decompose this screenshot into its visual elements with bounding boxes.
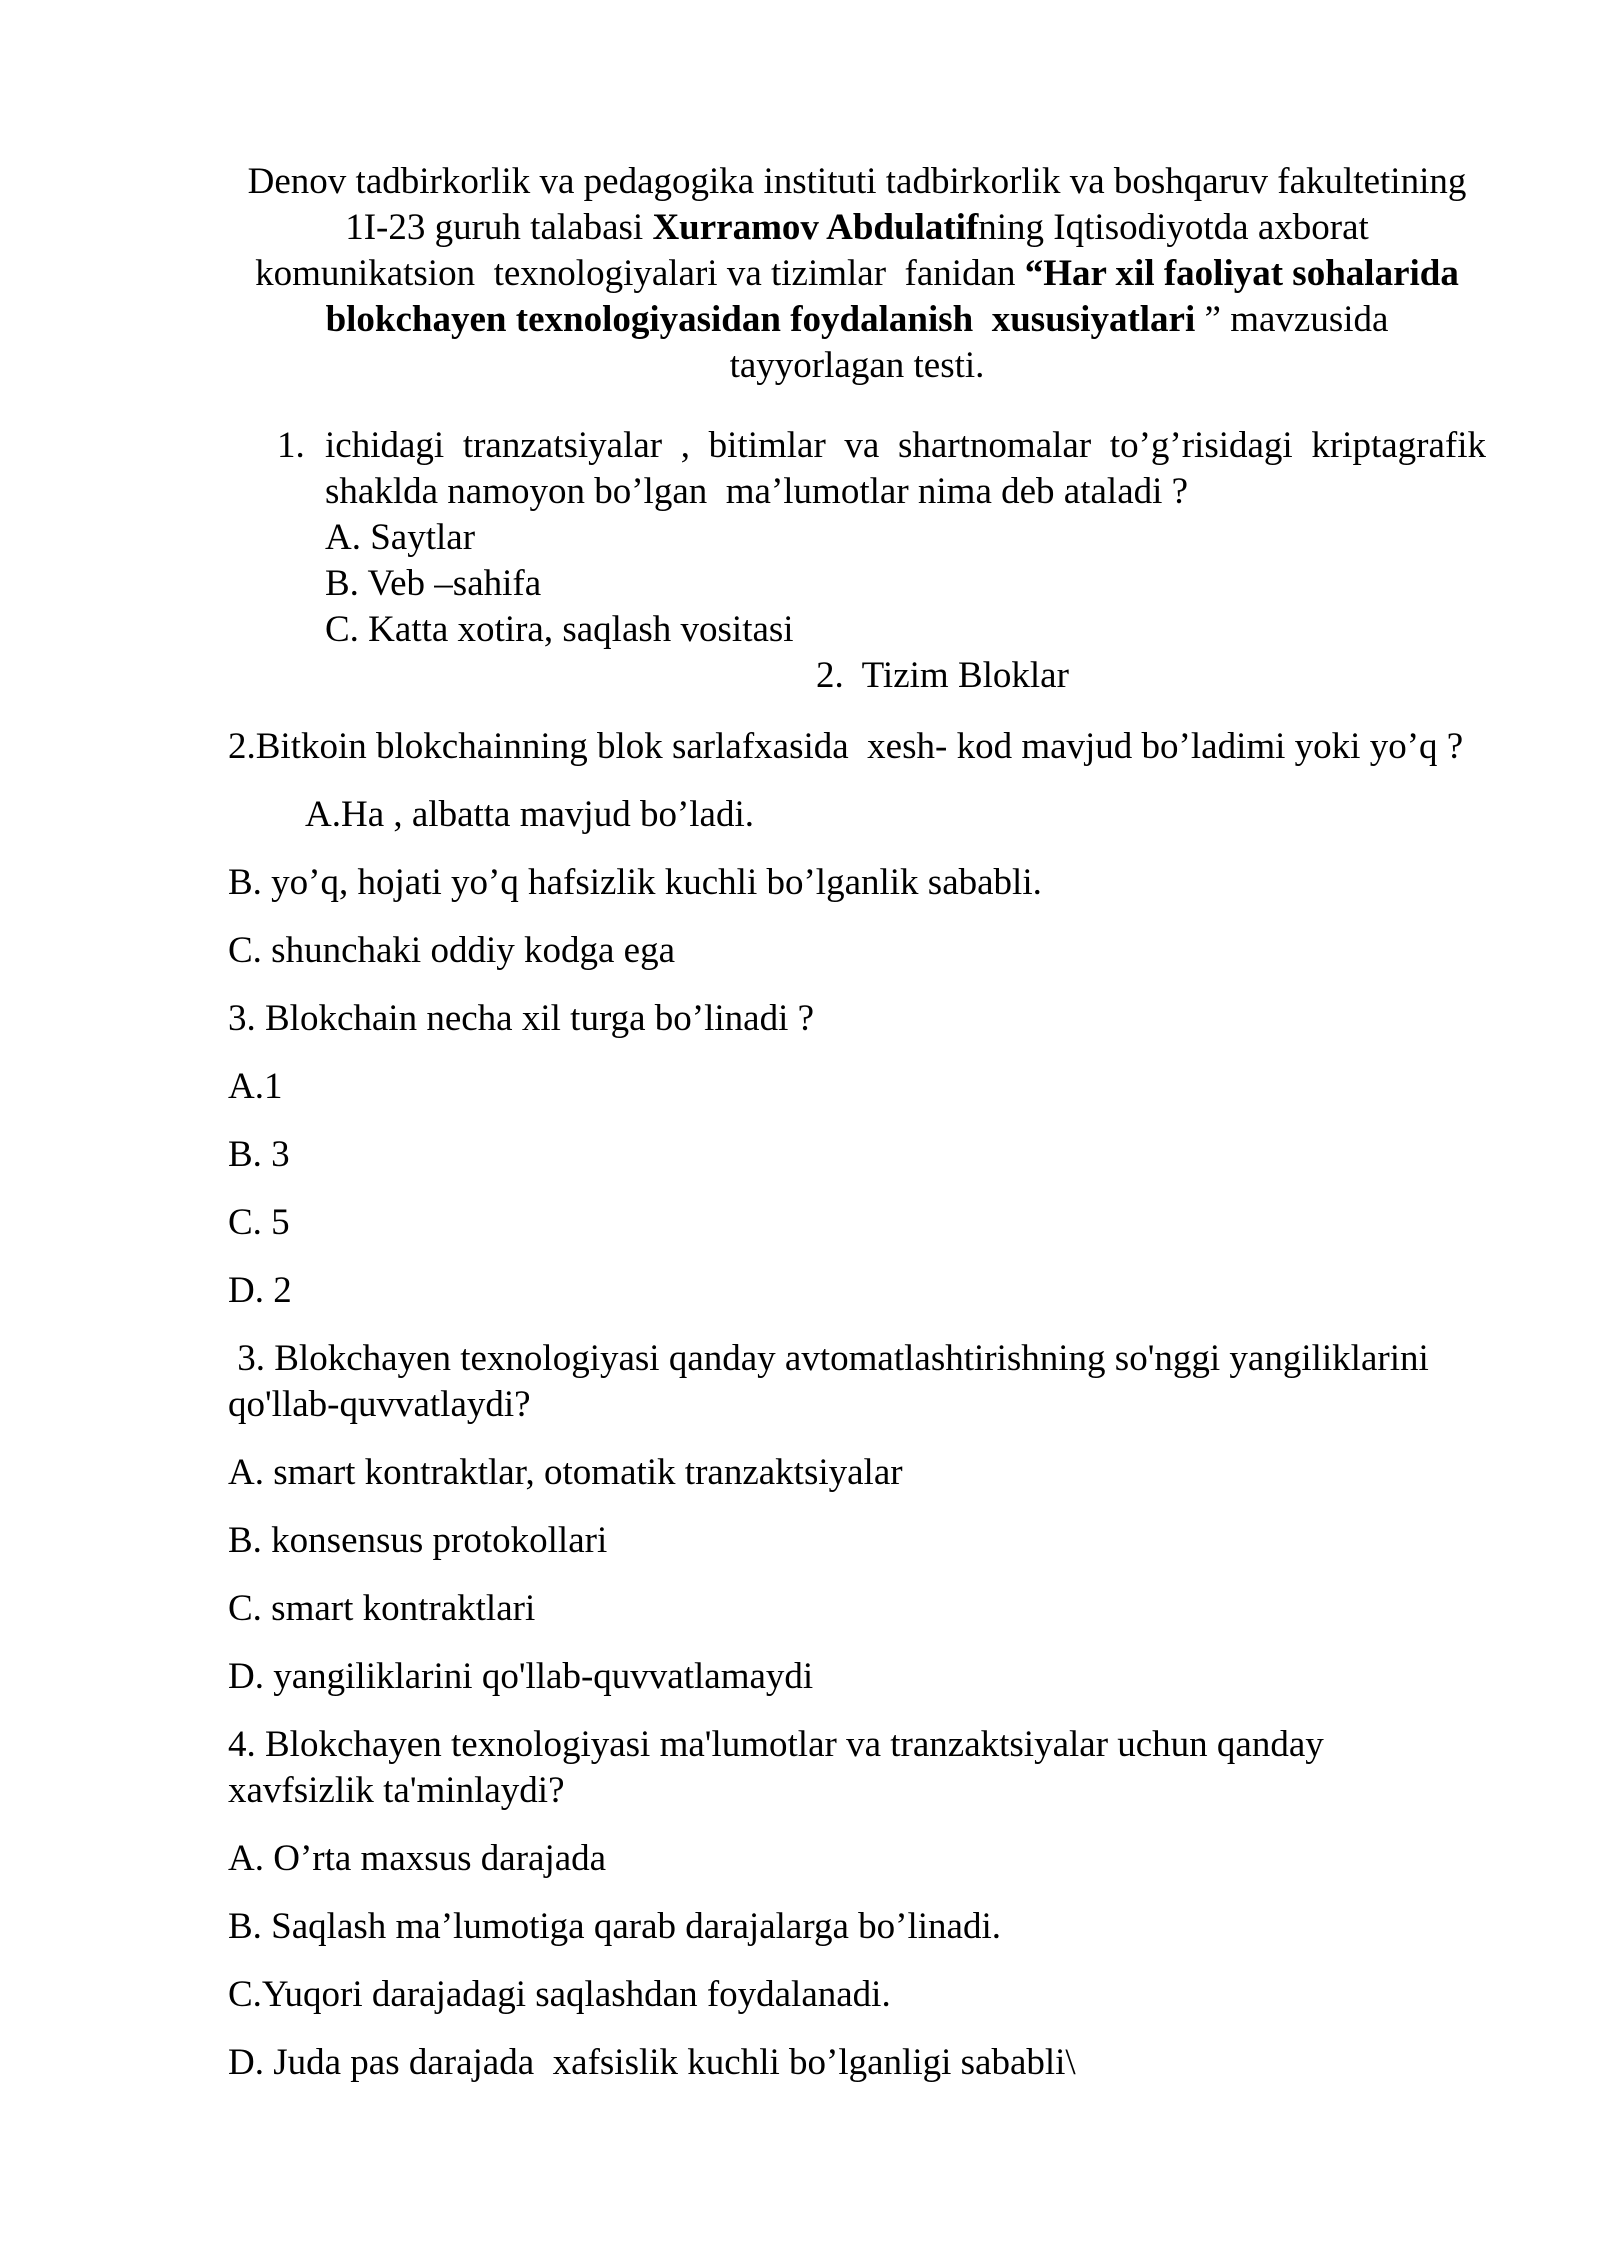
question-1-option-c: C. Katta xotira, saqlash vositasi xyxy=(325,609,794,650)
title-line-3 xyxy=(228,251,1486,297)
question-3b-option-d: D. yangiliklarini qo'llab-quvvatlamaydi xyxy=(228,1656,814,1697)
title-line-4 xyxy=(228,297,1486,343)
question-1-text: ichidagi tranzatsiyalar , bitimlar va shartnomalar to’g’risidagi kriptagrafik xyxy=(325,425,1486,466)
list-item-2: 2. Tizim Bloklar xyxy=(816,655,1069,696)
student-name: Xurramov Abdulatif xyxy=(652,207,979,248)
question-3-option-b: B. 3 xyxy=(228,1134,290,1175)
question-1-option-b: B. Veb –sahifa xyxy=(325,563,542,604)
title-line-1 xyxy=(228,159,1486,205)
question-1 xyxy=(228,423,1486,699)
question-3-option-c: C. 5 xyxy=(228,1202,290,1243)
question-3b-option-c: C. smart kontraktlari xyxy=(228,1588,536,1629)
question-4-option-a: A. O’rta maxsus darajada xyxy=(228,1838,607,1879)
question-2-option-b: B. yo’q, hojati yo’q hafsizlik kuchli bo’lganlik sababli. xyxy=(228,862,1042,903)
question-1-text: shaklda namoyon bo’lgan ma’lumotlar nima deb ataladi ? xyxy=(325,471,1189,512)
question-4-option-b: B. Saqlash ma’lumotiga qarab darajalarga bo’linadi. xyxy=(228,1906,1001,1947)
question-3b-option-b: B. konsensus protokollari xyxy=(228,1520,608,1561)
document-title xyxy=(228,159,1486,389)
title-line-2 xyxy=(228,205,1486,251)
topic-title: blokchayen texnologiyasidan foydalanish xususiyatlari xyxy=(325,299,1205,340)
question-4-text: 4. Blokchayen texnologiyasi ma'lumotlar va tranzaktsiyalar uchun qanday xyxy=(228,1724,1324,1765)
title-text: tayyorlagan testi. xyxy=(729,345,985,386)
title-text: komunikatsion texnologiyalari va tizimlar fanidan xyxy=(255,253,1025,294)
question-4 xyxy=(228,1722,1486,1814)
question-2: 2.Bitkoin blokchainning blok sarlafxasida xesh- kod mavjud bo’ladimi yoki yo’q ? xyxy=(228,726,1464,767)
topic-title: “Har xil faoliyat sohalarida xyxy=(1024,253,1459,294)
title-text: ” mavzusida xyxy=(1204,299,1389,340)
question-3-option-d: D. 2 xyxy=(228,1270,292,1311)
question-3b-option-a: A. smart kontraktlar, otomatik tranzaktsiyalar xyxy=(228,1452,903,1493)
question-1-number: 1. xyxy=(277,425,305,466)
question-3b-text: 3. Blokchayen texnologiyasi qanday avtomatlashtirishning so'nggi yangiliklarini xyxy=(228,1338,1429,1379)
question-3: 3. Blokchain necha xil turga bo’linadi ? xyxy=(228,998,815,1039)
title-line-5 xyxy=(228,343,1486,389)
question-3b-text: qo'llab-quvvatlaydi? xyxy=(228,1384,531,1425)
question-1-option-a: A. Saytlar xyxy=(325,517,476,558)
question-4-option-c: C.Yuqori darajadagi saqlashdan foydalanadi. xyxy=(228,1974,891,2015)
question-2-option-a: A.Ha , albatta mavjud bo’ladi. xyxy=(305,794,755,835)
title-text: ning Iqtisodiyotda axborat xyxy=(978,207,1369,248)
question-3-option-a: A.1 xyxy=(228,1066,283,1107)
title-text: 1I-23 guruh talabasi xyxy=(345,207,653,248)
question-2-option-c: C. shunchaki oddiy kodga ega xyxy=(228,930,675,971)
title-text: Denov tadbirkorlik va pedagogika instituti tadbirkorlik va boshqaruv fakultetining xyxy=(247,161,1467,202)
question-3b xyxy=(228,1336,1486,1428)
question-4-option-d: D. Juda pas darajada xafsislik kuchli bo’lganligi sababli\ xyxy=(228,2042,1076,2083)
question-4-text: xavfsizlik ta'minlaydi? xyxy=(228,1770,565,1811)
